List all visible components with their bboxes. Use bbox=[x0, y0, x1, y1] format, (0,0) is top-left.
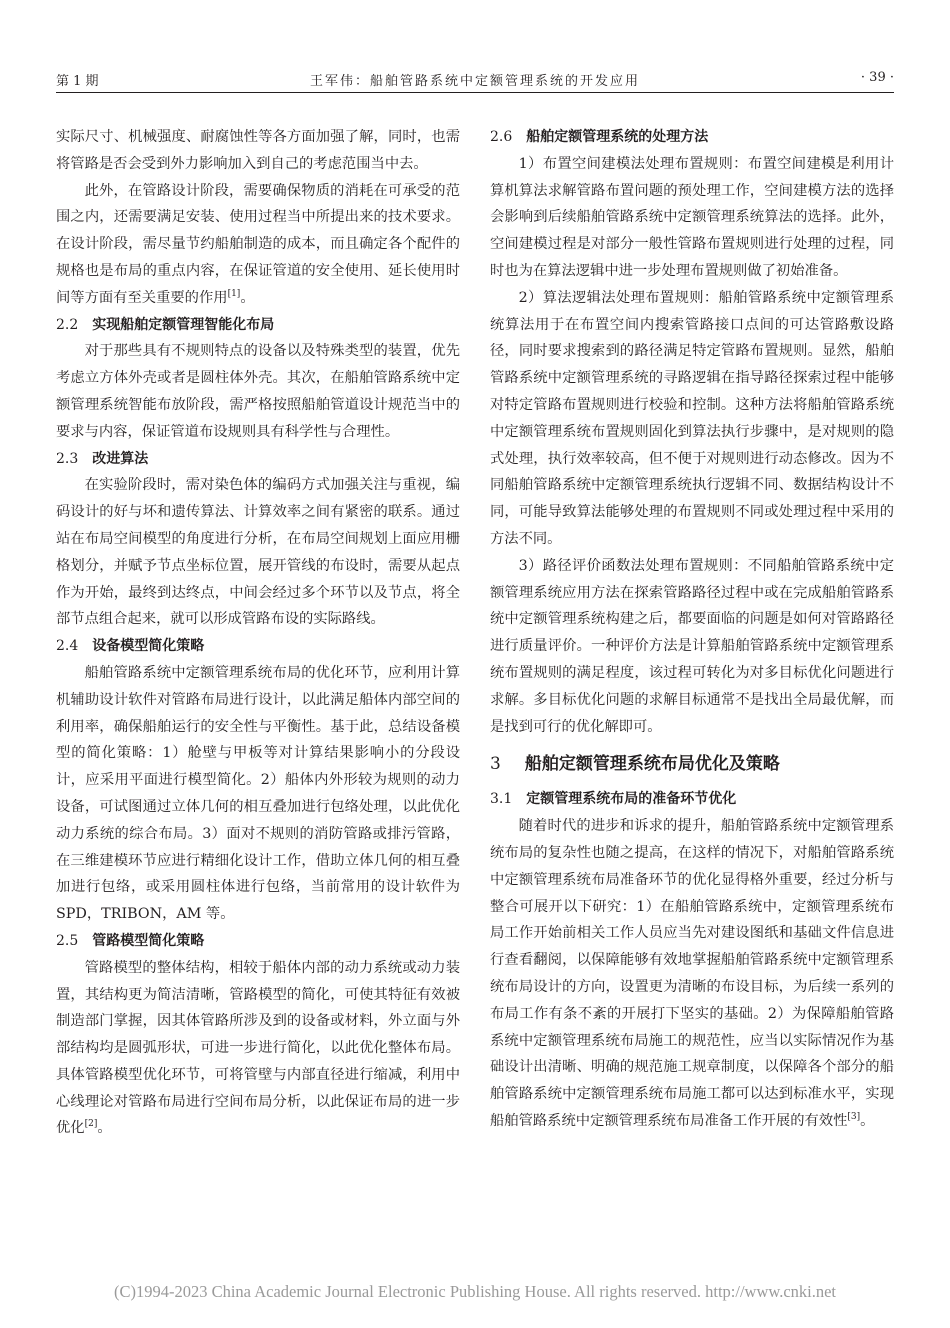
running-header bbox=[56, 66, 894, 93]
page-number: · 39 · bbox=[860, 70, 894, 85]
left-column bbox=[56, 124, 460, 1142]
section-heading-3-1: 3.1 定额管理系统布局的准备环节优化 bbox=[490, 791, 737, 808]
paragraph: 随着时代的进步和诉求的提升，船舶管路系统中定额管理系统布局的复杂性也随之提高，在这样的情况下，对船舶管路系统中定额管理系统布局准备环节的优化显得格外重要，经过分析与整合可展开以下研究：1）在船舶管路系统中，定额管理系统布局工作开始前相关工作人员应当先对建设图纸和基础文件信息进行查看翻阅，以保障能够有效地掌握船舶管路系统中定额管理系统布局设计的方向，设置更为清晰的布设目标，为后续一系列的布局工作有条不紊的开展打下坚实的基础。2）为保障船舶管路系统中定额管理系统布局施工的规范性，应当以实际情况作为基础设计出清晰、明确的规范施工规章制度，以保障各个部分的船舶管路系统中定额管理系统布局施工都可以达到标准水平，实现船舶管路系统中定额管理系统布局准备工作开展的有效性[3]。 bbox=[490, 818, 894, 1129]
copyright-watermark: (C)1994-2023 China Academic Journal Electronic Publishing House. All rights reserved. http://www.cnki.net bbox=[113, 1282, 837, 1301]
paragraph: 实际尺寸、机械强度、耐腐蚀性等各方面加强了解，同时，也需将管路是否会受到外力影响加入到自己的考虑范围当中去。 bbox=[56, 129, 460, 172]
paragraph: 此外，在管路设计阶段，需要确保物质的消耗在可承受的范围之内，还需要满足安装、使用过程当中所提出来的技术要求。在设计阶段，需尽量节约船舶制造的成本，而且确定各个配件的规格也是布局的重点内容，在保证管道的安全使用、延长使用时间等方面有至关重要的作用[1]。 bbox=[56, 182, 460, 306]
section-heading-2-2: 2.2 实现船舶定额管理智能化布局 bbox=[56, 316, 275, 333]
citation: [1] bbox=[227, 289, 241, 300]
section-heading-2-5: 2.5 管路模型简化策略 bbox=[56, 932, 205, 949]
right-column bbox=[490, 124, 894, 1135]
paragraph: 船舶管路系统中定额管理系统布局的优化环节，应利用计算机辅助设计软件对管路布局进行设计，以此满足船体内部空间的利用率，确保船舶运行的安全性与平衡性。基于此，总结设备模型的简化策略：1）舱壁与甲板等对计算结果影响小的分段设计，应采用平面进行模型简化。2）船体内外形较为规则的动力设备，可试图通过立体几何的相互叠加进行包络处理，以此优化动力系统的综合布局。3）面对不规则的消防管路或排污管路，在三维建模环节应进行精细化设计工作，借助立体几何的相互叠加进行包络，或采用圆柱体进行包络，当前常用的设计软件为 SPD，TRIBON，AM 等。 bbox=[56, 664, 460, 923]
issue-number: 第 1 期 bbox=[56, 74, 99, 89]
section-heading-2-4: 2.4 设备模型简化策略 bbox=[56, 638, 205, 655]
section-heading-3: 3 船舶定额管理系统布局优化及策略 bbox=[490, 754, 780, 775]
citation: [2] bbox=[84, 1119, 98, 1130]
paragraph: 在实验阶段时，需对染色体的编码方式加强关注与重视，编码设计的好与坏和遗传算法、计算效率之间有紧密的联系。通过站在布局空间模型的角度进行分析，在布局空间规划上面应用栅格划分，并赋予节点坐标位置，展开管线的布设时，需要从起点作为开始，最终到达终点，中间会经过多个环节以及节点，将全部节点组合起来，就可以形成管路布设的实际路线。 bbox=[56, 477, 460, 628]
paragraph: 1）布置空间建模法处理布置规则：布置空间建模是利用计算机算法求解管路布置问题的预处理工作，空间建模方法的选择会影响到后续船舶管路系统中定额管理系统算法的选择。此外，空间建模过程是对部分一般性管路布置规则进行处理的过程，同时也为在算法逻辑中进一步处理布置规则做了初始准备。 bbox=[490, 155, 894, 279]
section-heading-2-3: 2.3 改进算法 bbox=[56, 450, 149, 467]
citation: [3] bbox=[847, 1112, 861, 1123]
paragraph: 管路模型的整体结构，相较于船体内部的动力系统或动力装置，其结构更为简洁清晰，管路模型的简化，可使其特征有效被制造部门掌握，因其体管路所涉及到的设备或材料，外立面与外部结构均是圆弧形状，可进一步进行简化，以此优化整体布局。具体管路模型优化环节，可将管壁与内部直径进行缩减，利用中心线理论对管路布局进行空间布局分析，以此保证布局的进一步优化[2]。 bbox=[56, 959, 460, 1137]
running-title: 王军伟：船舶管路系统中定额管理系统的开发应用 bbox=[309, 74, 640, 89]
paragraph: 对于那些具有不规则特点的设备以及特殊类型的装置，优先考虑立方体外壳或者是圆柱体外壳。其次，在船舶管路系统中定额管理系统智能布放阶段，需严格按照船舶管道设计规范当中的要求与内容，保证管道布设规则具有科学性与合理性。 bbox=[56, 343, 460, 440]
paragraph: 2）算法逻辑法处理布置规则：船舶管路系统中定额管理系统算法用于在布置空间内搜索管路接口点间的可达管路敷设路径，同时要求搜索到的路径满足特定管路布置规则。显然，船舶管路系统中定额管理系统的寻路逻辑在指导路径探索过程中能够对特定管路布置规则进行校验和控制。这种方法将船舶管路系统中定额管理系统布置规则固化到算法执行步骤中，是对规则的隐式处理，执行效率较高，但不便于对规则进行动态修改。因为不同船舶管路系统中定额管理系统执行逻辑不同、数据结构设计不同，可能导致算法能够处理的布置规则不同或处理过程中采用的方法不同。 bbox=[490, 289, 894, 547]
section-heading-2-6: 2.6 船舶定额管理系统的处理方法 bbox=[490, 129, 709, 145]
paragraph: 3）路径评价函数法处理布置规则：不同船舶管路系统中定额管理系统应用方法在探索管路路径过程中或在完成船舶管路系统中定额管理系统构建之后，都要面临的问题是如何对管路路径进行质量评价。一种评价方法是计算船舶管路系统中定额管理系统布置规则的满足程度，该过程可转化为对多目标优化问题进行求解。多目标优化问题的求解目标通常不是找出全局最优解，而是找到可行的优化解即可。 bbox=[490, 557, 894, 735]
